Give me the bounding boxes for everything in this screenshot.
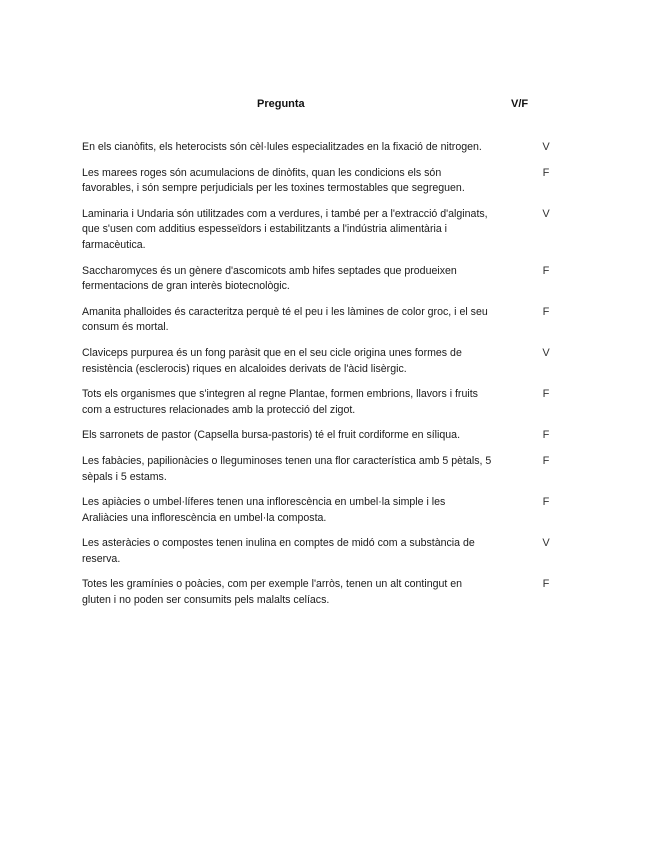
- table-row: [82, 346, 562, 377]
- question-list: [82, 140, 562, 619]
- table-row: [82, 166, 562, 197]
- answer-value: V: [542, 207, 550, 220]
- question-text: Les fabàcies, papilionàcies o lleguminoses tenen una flor característica amb 5 pètals, 5 sèpals i 5 estams.: [82, 454, 492, 483]
- question-text: Les apiàcies o umbel·líferes tenen una inflorescència en umbel·la simple i les Araliàcies una inflorescència en umbel·la composta.: [82, 496, 446, 524]
- table-row: [82, 305, 562, 336]
- table-row: [82, 207, 562, 254]
- answer-value: F: [542, 166, 550, 179]
- answer-value: F: [542, 578, 550, 591]
- answer-value: V: [542, 141, 550, 153]
- question-text: Les marees roges són acumulacions de dinòfits, quan les condicions els són favorables, i són sempre perjudicials per les toxines termostables que segreguen.: [82, 166, 465, 195]
- table-row: [82, 536, 562, 567]
- table-row: [82, 387, 562, 418]
- answer-value: F: [542, 305, 550, 318]
- question-text: Les asteràcies o compostes tenen inulina en comptes de midó com a substància de reserva.: [82, 537, 475, 565]
- answer-value: F: [542, 264, 550, 277]
- answer-column-header: V/F: [511, 98, 529, 110]
- question-text: Amanita phalloides és caracteritza perquè té el peu i les làmines de color groc, i el seu consum és mortal.: [82, 305, 488, 334]
- table-row: [82, 264, 562, 295]
- answer-value: F: [542, 429, 550, 442]
- answer-value: F: [542, 388, 550, 401]
- table-row: [82, 428, 562, 444]
- answer-value: F: [542, 496, 550, 509]
- question-text: Claviceps purpurea és un fong paràsit que en el seu cicle origina unes formes de resistència (esclerocis) riques en alcaloides derivats de l'àcid lisèrgic.: [82, 346, 462, 375]
- answer-value: F: [542, 454, 550, 467]
- answer-value: V: [542, 537, 550, 550]
- question-column-header: Pregunta: [257, 98, 305, 110]
- table-row: [82, 454, 562, 485]
- table-row: [82, 140, 562, 156]
- table-header: [0, 98, 655, 114]
- question-text: Totes les gramínies o poàcies, com per exemple l'arròs, tenen un alt contingut en gluten i no poden ser consumits pels malalts celíacs.: [82, 578, 463, 607]
- question-text: Laminaria i Undaria són utilitzades com a verdures, i també per a l'extracció d'alginats, que s'usen com additius espesseïdors i estabilitzants a l'indústria alimentària i farmacèutica.: [82, 207, 488, 251]
- table-row: [82, 577, 562, 608]
- question-text: Els sarronets de pastor (Capsella bursa-pastoris) té el fruit cordiforme en síliqua.: [82, 429, 461, 442]
- answer-value: V: [542, 346, 550, 359]
- table-row: [82, 495, 562, 526]
- question-text: Tots els organismes que s'integren al regne Plantae, formen embrions, llavors i fruits com a estructures relacionades amb la protecció del zigot.: [82, 388, 478, 416]
- question-text: En els cianòfits, els heterocists són cèl·lules especialitzades en la fixació de nitrogen.: [82, 141, 482, 153]
- question-text: Saccharomyces és un gènere d'ascomicots amb hifes septades que produeixen fermentacions de gran interès biotecnològic.: [82, 264, 457, 293]
